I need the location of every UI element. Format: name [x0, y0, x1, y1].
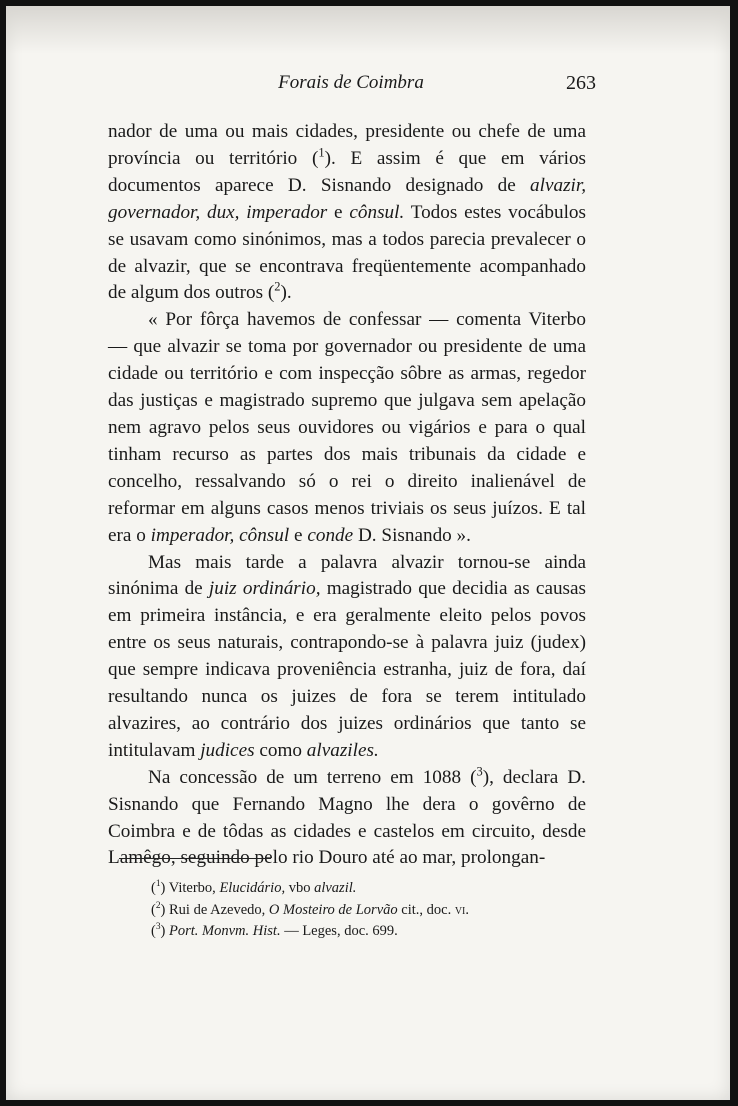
footnote-ref: 3 — [476, 764, 483, 779]
body-text — [108, 119, 586, 872]
text-run: cit., doc. — [397, 901, 455, 918]
text-run: Mas mais tarde a palavra alvazir tornou-se ainda sinónima de — [108, 551, 586, 600]
italic-text: alvazir, governador, dux, imperador — [108, 174, 586, 223]
italic-text: judices — [200, 739, 255, 761]
running-title: Forais de Coimbra — [278, 72, 424, 93]
footnote-marker-open: ( — [151, 901, 156, 918]
footnote-marker: 1 — [155, 879, 161, 890]
paragraph — [108, 119, 586, 307]
footnote — [151, 921, 571, 943]
text-run: e — [327, 201, 350, 223]
italic-text: imperador, cônsul — [150, 524, 290, 546]
text-run: vbo — [285, 880, 315, 896]
italic-text: O Mosteiro de Lorvão — [268, 901, 398, 918]
italic-text: Elucidário, — [219, 880, 286, 896]
text-run: nador de uma ou mais cidades, presidente ou chefe de uma província ou território ( — [108, 121, 586, 169]
paragraph — [108, 765, 586, 873]
text-run: magistrado que decidia as causas em primeira instância, e era geralmente eleito pelos povos entre os seus naturais, contrapondo-se à palavra juiz (judex) que sempre indicava proveniência estranha, juiz de fora, daí resultando nunca os juizes de fora se terem intitulado alvazires, ao contrário dos juizes ordinários que tanto se intitulavam — [108, 578, 587, 761]
text-run: Todos estes vocábulos se usavam como sinónimos, mas a todos parecia prevalecer o de alvazir, que se encontrava freqüentemente acompanhado de algum dos outros ( — [108, 201, 586, 304]
paragraph — [108, 550, 586, 765]
text-run: . — [465, 901, 470, 918]
footnote-ref: 1 — [318, 145, 325, 160]
text-run: D. Sisnando ». — [353, 524, 471, 546]
text-run: Viterbo, — [168, 880, 220, 896]
italic-text: conde — [307, 524, 354, 546]
footnote-separator — [119, 858, 271, 859]
footnote-marker: 2 — [155, 900, 161, 911]
page-number: 263 — [566, 72, 596, 94]
text-run: ). — [280, 282, 292, 304]
footnote — [151, 878, 571, 900]
footnote-marker-open: ( — [151, 880, 156, 896]
footnote-marker-open: ( — [151, 923, 156, 939]
text-run: ), declara D. Sisnando que Fernando Magno lhe dera o govêrno de Coimbra e de tôdas as cidades e castelos em circuito, desde Lamêgo, seguindo pelo rio Douro até ao mar, prolongan- — [108, 766, 586, 869]
footnote-ref: 2 — [274, 280, 281, 295]
italic-text: alvaziles. — [306, 739, 379, 761]
text-run: Na concessão de um terreno em 1088 ( — [148, 766, 477, 788]
footnote-marker-close: ) — [160, 901, 170, 918]
page-header — [106, 72, 596, 102]
text-run: Rui de Azevedo, — [169, 901, 269, 918]
roman-numeral: vi — [454, 901, 466, 918]
text-run: como — [254, 739, 307, 761]
book-page — [6, 6, 730, 1100]
footnote-marker-close: ) — [160, 880, 169, 896]
paragraph — [108, 307, 586, 549]
scan-shadow — [6, 6, 730, 54]
footnotes — [151, 878, 571, 943]
italic-text: cônsul. — [349, 201, 405, 223]
text-run: — Leges, doc. 699. — [280, 923, 398, 939]
italic-text: alvazil. — [314, 880, 357, 896]
footnote-marker: 3 — [155, 922, 161, 933]
footnote-marker-close: ) — [160, 923, 170, 939]
text-run: e — [289, 524, 308, 546]
text-run: ). E assim é que em vários documentos aparece D. Sisnando designado de — [108, 147, 586, 196]
text-run: « Por fôrça havemos de confessar — comenta Viterbo — que alvazir se toma por governador ou presidente de uma cidade ou território e com inspecção sôbre as armas, regedor das justiças e magistrado supremo que julgava sem apelação nem agravo pelos seus ouvidores ou vigários e para o qual tinham recurso as partes dos mais tribunais da cidade e concelho, ressalvando só o rei o direito inalienável de reformar em alguns casos menos triviais os seus juízos. E tal era o — [108, 309, 586, 546]
footnote — [151, 900, 571, 922]
italic-text: juiz ordinário, — [208, 578, 321, 600]
italic-text: Port. Monvm. Hist. — [169, 923, 281, 939]
